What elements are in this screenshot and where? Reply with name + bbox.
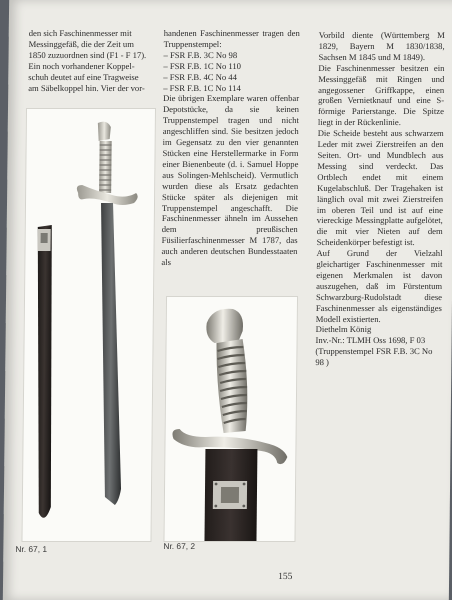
book-page [3, 0, 452, 600]
column-left-line-4: Ein noch vorhandener Koppel- [28, 60, 135, 71]
column-middle-intro: handenen Faschinenmesser tragen den Truppenstempel: [163, 28, 300, 49]
troop-stamp-item: – FSR F.B. 4C No 44 [163, 71, 237, 82]
blade [98, 203, 124, 505]
inventory-number: Inv.-Nr.: TLMH Oss 1698, F 03 (Truppenstempel FSR F.B. 3C No 98 ) [315, 335, 433, 368]
column-left-line-3: 1850 zuzuordnen sind (F1 - F 17). [28, 49, 147, 60]
paragraph-hilt: Die Faschinenmesser besitzen ein Messinggefäß mit Ringen und angegossener Griffkappe, einen großen Vernietknauf und eine S-förmige Parierstange. Die Spitze liegt in der Rückenlinie. [317, 62, 445, 128]
paragraph-model: Vorbild diente (Württemberg M 1829, Bayern M 1830/1838, Sachsen M 1845 und M 1849). [318, 30, 445, 62]
column-left-line-1: den sich Faschinenmesser mit [28, 28, 132, 38]
grip-rings-detail [216, 339, 248, 433]
paragraph-scabbard: Die Scheide besteht aus schwarzem Leder mit zwei Zierstreifen an den Seiten. Ort- und Mundblech aus Messing sind verdeckt. Das Ortblech endet mit einem Kugelabschluß. Der Tragehaken ist länglich oval mit zwei Zierstreifen im oberen Teil und ist auf eine viereckige Messingplatte aufgelötet, die mit vier Nieten auf dem Scheidenkörper befestigt ist. [316, 128, 444, 248]
text-column-middle [161, 28, 300, 268]
paragraph-conclusion: Auf Grund der Vielzahl gleichartiger Faschinenmesser mit eigenen Merkmalen ist davon auszugehen, daß im Fürstentum Schwarzburg-Rudolstadt diese Faschinenmesser als eigenständiges Modell existierten. [315, 248, 443, 324]
column-left-line-2: Messinggefäß, die der Zeit um [28, 38, 134, 49]
figure-caption-2: Nr. 67, 2 [163, 541, 196, 551]
scabbard [35, 225, 54, 518]
text-column-left [28, 28, 147, 93]
troop-stamp-item: – FSR F.B. 1C No 114 [163, 82, 241, 93]
figure-caption-1: Nr. 67, 1 [15, 544, 48, 554]
troop-stamp-item: – FSR F.B. 3C No 98 [163, 49, 238, 60]
column-left-line-6: am Säbelkoppel hin. Vier der vor- [28, 82, 145, 93]
figure-hilt-detail [163, 296, 298, 542]
text-column-right [315, 30, 445, 368]
column-left-line-5: schuh deutet auf eine Tragweise [28, 71, 139, 82]
troop-stamp-item: – FSR F.B. 1C No 110 [163, 60, 242, 71]
author-signature: Diethelm König [315, 324, 372, 335]
sword-photo-1 [22, 109, 155, 541]
troop-stamp-list [163, 50, 299, 94]
column-middle-body: Die übrigen Exemplare waren offenbar Depotstücke, da sie keinen Truppenstempel tragen und nicht angeschliffen sind. Sie besitzen jedoch im Gegensatz zu den vier genannten Stücken eine Herstellermarke in Form einer Bienenbeute (d. i. Samuel Hoppe aus Solingen-Mehlscheid). Vermutlich wurden diese als Ersatz gedachten Stücke später als diejenigen mit Truppenstempel angeschafft. Die Faschinenmesser ähneln im Aussehen dem preußischen Füsilierfaschinenmesser M 1787, das auch anderen deutschen Bundesstaaten als [161, 93, 300, 268]
figure-sword-and-scabbard [21, 108, 156, 542]
page-number: 155 [278, 572, 293, 582]
sword-photo-2 [164, 297, 297, 541]
grip-rings [99, 141, 112, 193]
